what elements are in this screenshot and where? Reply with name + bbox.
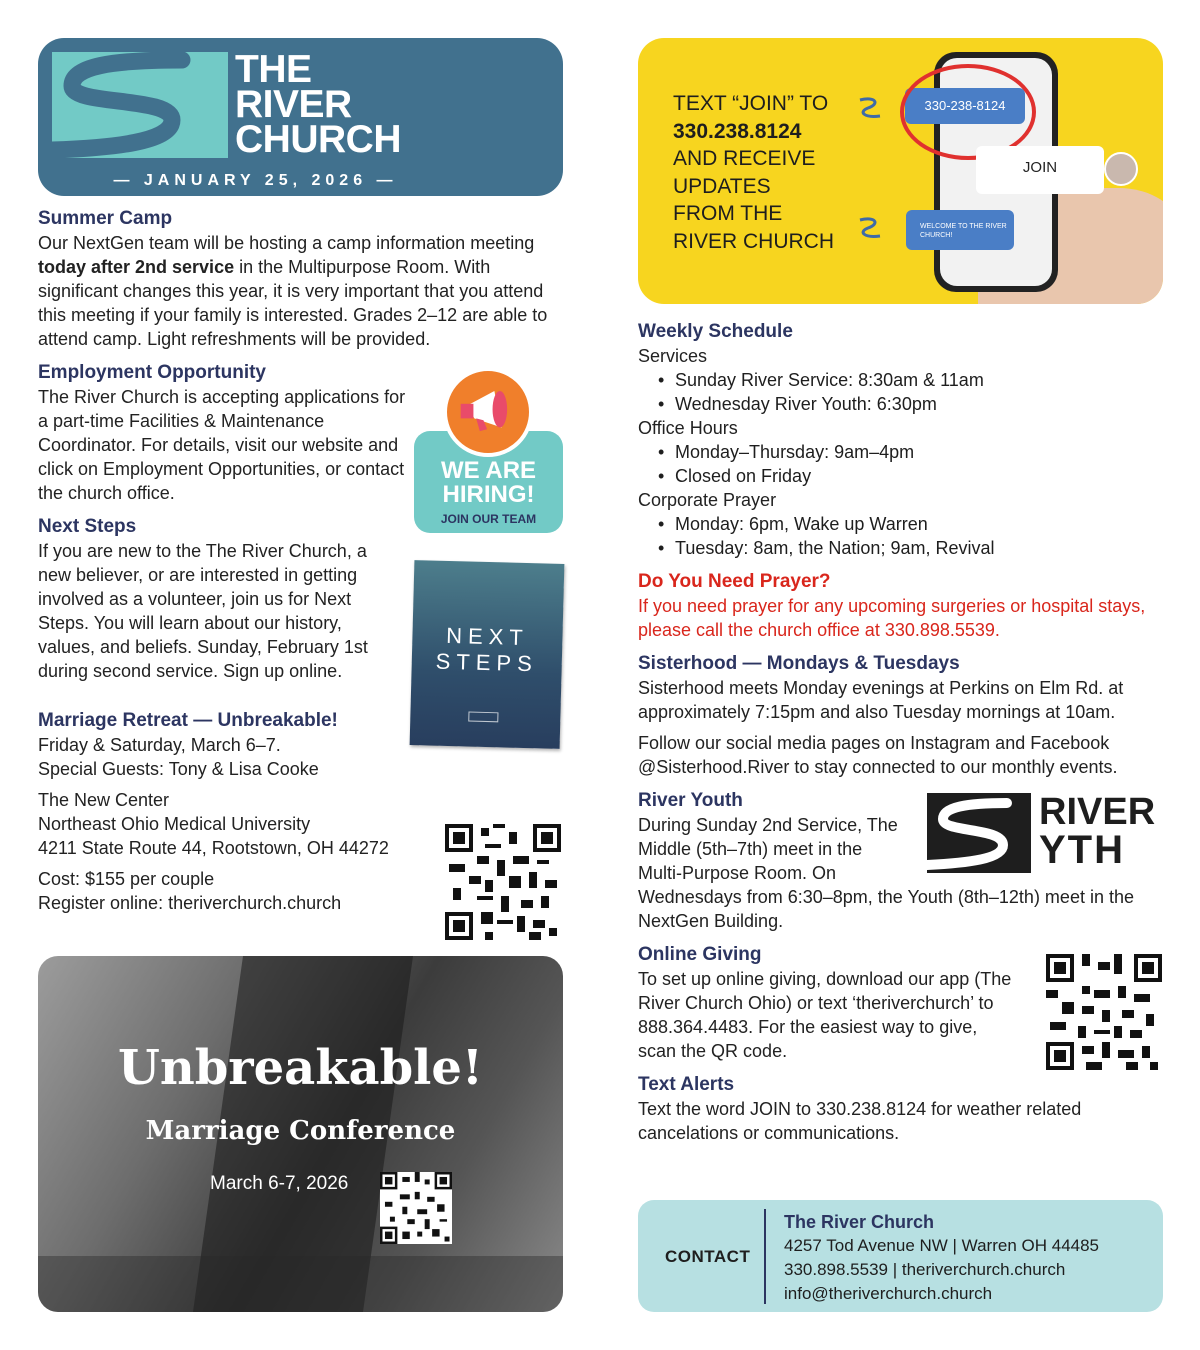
avatar [1104,152,1138,186]
alerts-heading: Text Alerts [638,1074,735,1095]
schedule-heading: Weekly Schedule [638,321,793,342]
marriage-venue-line1: The New Center [38,790,170,810]
bubble-welcome: WELCOME TO THE RIVER CHURCH! [906,210,1014,250]
next-steps-card-line1: NEXT [445,622,530,651]
hiring-line3: JOIN OUR TEAM [440,512,537,526]
schedule-group-title: Office Hours [638,418,738,438]
hiring-line1: WE ARE [440,457,537,484]
youth-logo-line1: RIVER [1039,791,1156,833]
giving-qr-code-icon [1046,954,1162,1070]
giving-text: To set up online giving, download our app (The River Church Ohio) or text ‘theriverchurch’ to 888.364.4483. For the easiest way to give, scan the QR code. [638,969,1012,1061]
schedule-list [638,368,1163,416]
banner-line5: FROM THE [673,202,783,225]
banner-line3: AND RECEIVE [673,147,816,170]
schedule-item: • Sunday River Service: 8:30am & 11am [658,368,1163,392]
banner-line2: 330.238.8124 [673,119,802,143]
text-alerts-section [638,1073,1163,1145]
marriage-retreat-section [38,709,438,915]
marriage-cost: Cost: $155 per couple [38,869,215,889]
sisterhood-text1: Sisterhood meets Monday evenings at Perkins on Elm Rd. at approximately 7:15pm and also Tuesday mornings at 10am. [638,678,1124,722]
bubble-join: JOIN [976,146,1104,194]
river-youth-logo [927,793,1163,873]
poster-qr-code-icon [380,1172,452,1244]
next-steps-text: If you are new to the The River Church, a new believer, or are interested in getting involved as a volunteer, join us for Next Steps. You will learn about our history, values, and beliefs. Sunday, February 1st during second service. Sign up online. [38,541,368,681]
employment-text: The River Church is accepting applications for a part-time Facilities & Maintenance Coordinator. For details, visit our website and click on Employment Opportunities, or contact the church office. [38,387,406,503]
youth-text-a: During Sunday 2nd Service, The Middle (5th–7th) meet in the Multi-Purpose Room. On [638,815,898,883]
poster-title: Unbreakable! [117,1040,483,1096]
summer-camp-text-b: in the Multipurpose Room. With significant changes this year, it is very important that you attend this meeting if your family is interested. Grades 2–12 are able to attend camp. Light refreshments will be provided. [38,257,548,349]
contact-divider [764,1209,766,1304]
contact-phone-web[interactable]: 330.898.5539 | theriverchurch.church [784,1260,1066,1279]
banner-line1: TEXT “JOIN” TO [673,92,829,115]
poster-subtitle: Marriage Conference [145,1116,456,1146]
church-name-line1: THE [235,48,312,91]
megaphone-icon [443,367,533,457]
giving-heading: Online Giving [638,944,762,965]
schedule-group-title: Services [638,346,708,366]
next-steps-card-line2: STEPS [435,648,539,677]
sisterhood-section [638,652,1163,779]
prayer-section [638,570,1163,642]
sisterhood-heading: Sisterhood — Mondays & Tuesdays [638,653,960,674]
next-steps-section [38,515,398,683]
marriage-venue-line2: Northeast Ohio Medical University [38,814,311,834]
sisterhood-text2: Follow our social media pages on Instagram and Facebook @Sisterhood.River to stay connected to our monthly events. [638,733,1118,777]
marriage-guests: Special Guests: Tony & Lisa Cooke [38,759,319,779]
poster-date: March 6-7, 2026 [210,1173,349,1194]
contact-details [784,1210,1099,1306]
youth-logo-icon [927,793,1031,873]
contact-address: 4257 Tod Avenue NW | Warren OH 44485 [784,1236,1100,1255]
youth-heading: River Youth [638,790,743,811]
schedule-group-title: Corporate Prayer [638,490,777,510]
prayer-heading: Do You Need Prayer? [638,571,831,592]
hiring-badge [414,367,563,533]
schedule-item: • Closed on Friday [658,464,1163,488]
marriage-dates: Friday & Saturday, March 6–7. [38,735,281,755]
river-small-logo-icon-2 [856,214,884,246]
bubble-number: 330-238-8124 [905,88,1025,124]
employment-section [38,361,408,505]
bulletin-date: — JANUARY 25, 2026 — [113,172,398,189]
banner-line6: RIVER CHURCH [673,229,835,253]
schedule-list [638,440,1163,488]
text-join-banner [638,38,1163,304]
card-logo-icon [468,712,498,723]
next-steps-card [410,560,565,749]
summer-camp-heading: Summer Camp [38,208,173,229]
marriage-qr-code-icon [445,824,561,940]
prayer-text: If you need prayer for any upcoming surgeries or hospital stays, please call the church office at 330.898.5539. [638,596,1146,640]
church-name-line3: CHURCH [235,118,401,161]
contact-box [638,1200,1163,1312]
marriage-heading: Marriage Retreat — Unbreakable! [38,710,338,731]
schedule-item: • Tuesday: 8am, the Nation; 9am, Revival [658,536,1163,560]
church-name [235,48,401,161]
next-steps-heading: Next Steps [38,516,137,537]
church-name-line2: RIVER [235,83,352,126]
river-small-logo-icon [856,94,884,126]
schedule-item: • Wednesday River Youth: 6:30pm [658,392,1163,416]
schedule-item: • Monday: 6pm, Wake up Warren [658,512,1163,536]
contact-email[interactable]: info@theriverchurch.church [784,1284,993,1303]
river-logo-icon [52,52,228,158]
contact-name: The River Church [784,1212,935,1232]
summer-camp-text [38,231,563,351]
alerts-text: Text the word JOIN to 330.238.8124 for weather related cancelations or communications. [638,1099,1082,1143]
summer-camp-text-bold: today after 2nd service [38,257,235,277]
summer-camp-text-a: Our NextGen team will be hosting a camp information meeting [38,233,535,253]
banner-line4: UPDATES [673,174,771,198]
masthead [38,38,563,196]
hiring-line2: HIRING! [442,481,535,508]
summer-camp-section [38,207,563,351]
employment-heading: Employment Opportunity [38,362,266,383]
contact-label: CONTACT [665,1247,751,1266]
schedule-item: • Monday–Thursday: 9am–4pm [658,440,1163,464]
unbreakable-poster [38,956,563,1312]
marriage-venue-line3: 4211 State Route 44, Rootstown, OH 44272 [38,838,389,858]
marriage-register: Register online: theriverchurch.church [38,893,342,913]
youth-logo-line2: YTH [1039,828,1125,872]
schedule-list [638,512,1163,560]
youth-text-b: Wednesdays from 6:30–8pm, the Youth (8th–12th) meet in the NextGen Building. [638,887,1134,931]
online-giving-section [638,943,1018,1063]
